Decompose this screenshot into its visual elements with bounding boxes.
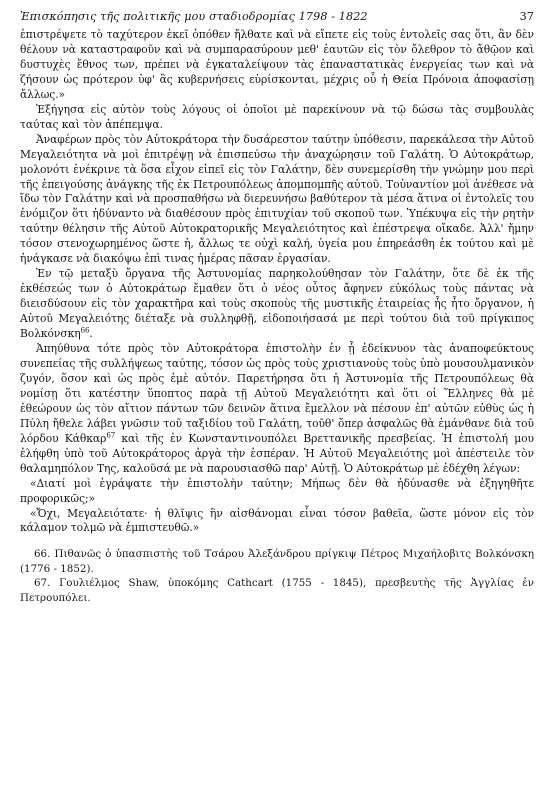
quote-text: «Διατί μοὶ ἐγράψατε τὴν ἐπιστολὴν ταύτην; Μήπως δὲν θὰ ἠδύνασθε νὰ ἐξηγηθῆτε προφορικῶς;» <box>20 476 534 505</box>
paragraph-3 <box>20 133 534 268</box>
paragraph-4 <box>20 267 534 342</box>
running-header <box>20 6 534 28</box>
running-title: Ἐπισκόπησις τῆς πολιτικῆς μου σταδιοδρομίας 1798 - 1822 <box>20 10 368 23</box>
paragraph-5 <box>20 342 534 477</box>
page-number: 37 <box>519 10 534 23</box>
footnote-67: 67. Γουλιέλμος Shaw, ὑποκόμης Cathcart (1755 - 1845), πρεσβευτὴς τῆς Ἀγγλίας ἐν Πετρουπόλει. <box>20 577 534 604</box>
quote-reply <box>20 507 534 537</box>
footnote-ref-66[interactable]: 66 <box>80 326 90 335</box>
main-text <box>20 28 534 536</box>
footnotes <box>20 547 534 605</box>
footnote-ref-67[interactable]: 67 <box>106 431 116 440</box>
paragraph-text: ἐπιστρέψετε τὸ ταχύτερον ἐκεῖ ὁπόθεν ἤλθατε καὶ νὰ εἴπετε εἰς τοὺς ἐντολεῖς σας ὅτι, ἂν δὲν θέλουν νὰ καταστραφοῦν καὶ νὰ συμπαρασύρουν μεθ' ἑαυτῶν εἰς τὸν ὄλεθρον τὸ ἄθῷον καὶ δυστυχὲς ἔθνος των, πρέπει νὰ ἐγκαταλείψουν τὰς ἐπαναστατικὰς ἐνεργείας των καὶ νὰ ζήσουν ὡς πρότερον ὑφ' ἃς κυβερνήσεις εὑρίσκονται, μέχρις οὗ ἡ Θεία Πρόνοια ἀποφασίσῃ ἄλλως.» <box>20 28 534 101</box>
quote-emperor <box>20 477 534 507</box>
paragraph-text: καὶ τῆς ἐν Κωνσταντινουπόλει Βρεττανικῆς πρεσβείας. Ἡ ἐπιστολή μου ἐλήφθη ὑπὸ τοῦ Αὐτοκράτορος ἀργὰ τὴν ἑσπέραν. Ἡ Αὐτοῦ Μεγαλειότης μοὶ ἀπέστειλε τὸν θαλαμηπόλον Της, καλοῦσά με νὰ παρουσιασθῶ παρ' Αὐτῇ. Ὁ Αὐτοκράτωρ μὲ ἐδέχθη λέγων: <box>20 431 535 475</box>
paragraph-2 <box>20 103 534 133</box>
paragraph-text: Ἀπηύθυνα τότε πρὸς τὸν Αὐτοκράτορα ἐπιστολὴν ἐν ᾗ ἐδείκνυον τὰς ἀναποφεύκτους συνεπείας τῆς συλλήψεως ταύτης, τόσον ὡς πρὸς τοὺς χριστιανοὺς τοὺς ὑπὸ μουσουλμανικὸν ζυγόν, ὅσον καὶ ὡς πρὸς ἐμὲ αὐτόν. Παρετήρησα ὅτι ἡ Ἀστυνομία τῆς Πετρουπόλεως θὰ νομίσῃ ὅτι κατέστην ὕποπτος παρὰ τῇ Αὐτοῦ Μεγαλειότητι καὶ ὅτι οἱ Ἕλληνες θὰ μὲ ἐθεώρουν ὡς τὸν αἴτιον πάντων τῶν δεινῶν ἅτινα ἔμελλον νὰ πέσουν ἐπ' αὐτῶν εὐθὺς ὡς ἡ Πύλη ἤθελε λάβει γνῶσιν τοῦ ταξιδίου τοῦ Γαλάτη, τοῦθ' ὅπερ ἀσφαλῶς θὰ ἐμάνθανε διὰ τοῦ λόρδου Κάθκαρ <box>20 342 534 445</box>
paragraph-text: Ἐν τῷ μεταξὺ ὄργανα τῆς Ἀστυνομίας παρηκολούθησαν τὸν Γαλάτην, ὅτε δὲ ἐκ τῆς ἐκθέσεώς των ὁ Αὐτοκράτωρ ἔμαθεν ὅτι ὁ νέος οὗτος ἄφηνεν εὐκόλως τοὺς πάντας νὰ διεισδύσουν εἰς τὸν χαρακτῆρα καὶ τοὺς σκοποὺς τῆς μυστικῆς ἑταιρείας ἧς ἦτο ὄργανον, ἡ Αὐτοῦ Μεγαλειότης διέταξε νὰ συλληφθῇ, εἰδοποιήσασά με περὶ τούτου διὰ τοῦ πρίγκιπος Βολκόνσκη <box>20 267 534 341</box>
paragraph-text: Ἀναφέρων πρὸς τὸν Αὐτοκράτορα τὴν δυσάρεστον ταύτην ὑπόθεσιν, παρεκάλεσα τὴν Αὐτοῦ Μεγαλειότητα νὰ μοὶ ἐπιτρέψῃ νὰ ἐπισπεύσω τὴν ἀναχώρησιν τοῦ Γαλάτη. Ὁ Αὐτοκράτωρ, μολονότι ἐνέκρινε τὰ ὅσα εἶχον εἰπεῖ εἰς τὸν Γαλάτην, δὲν συνεμερίσθη τὴν γνώμην μου περὶ τῆς ἐπειγούσης ἀνάγκης τῆς ἐκ Πετρουπόλεως ἀπομπομπῆς αὐτοῦ. Τοὐναντίον μοὶ ἀνέθεσε νὰ ἴδω τὸν Γαλάτην καὶ νὰ προσπαθήσω νὰ διερευνήσω βαθύτερον τὰ μέσα ἅτινα οἱ ἐντολεῖς του ἐνόμιζον ὅτι ἠδύναντο νὰ διαθέσουν πρὸς ἐπιτυχίαν τοῦ σκοποῦ των. Ὑπέκυψα εἰς τὴν ρητὴν ταύτην θέλησιν τῆς Αὐτοῦ Αὐτοκρατορικῆς Μεγαλειότητος καὶ ἐπέστρεψα οἴκαδε. Ἀλλ' ἤμην τόσον στενοχωρημένος ὥστε ἡ, ἄλλως τε οὐχὶ καλή, ὑγεία μου ἐπηρεάσθη ἐκ τούτου καὶ μὲ ἠνάγκασε νὰ διακόψω ἐπὶ τινας ἡμέρας πᾶσαν ἐργασίαν. <box>20 132 534 266</box>
paragraph-text: Ἐξήγησα εἰς αὐτὸν τοὺς λόγους οἱ ὁποῖοι μὲ παρεκίνουν νὰ τῷ δώσω τὰς συμβουλὰς ταύτας καὶ τὸν ἀπέπεμψα. <box>20 102 534 131</box>
quote-text: «Ὄχι, Μεγαλειότατε· ἡ θλῖψις ἣν αἰσθάνομαι εἶναι τόσον βαθεῖα, ὥστε μόνον εἰς τὸν κάλαμον τολμῶ νὰ ἐμπιστευθῶ.» <box>20 506 534 535</box>
footnote-66: 66. Πιθανῶς ὁ ὑπασπιστὴς τοῦ Τσάρου Ἀλεξάνδρου πρίγκιψ Πέτρος Μιχαήλοβιτς Βολκόνσκη (1776 - 1852). <box>20 548 534 575</box>
paragraph-1 <box>20 28 534 103</box>
paragraph-text: . <box>89 327 93 341</box>
